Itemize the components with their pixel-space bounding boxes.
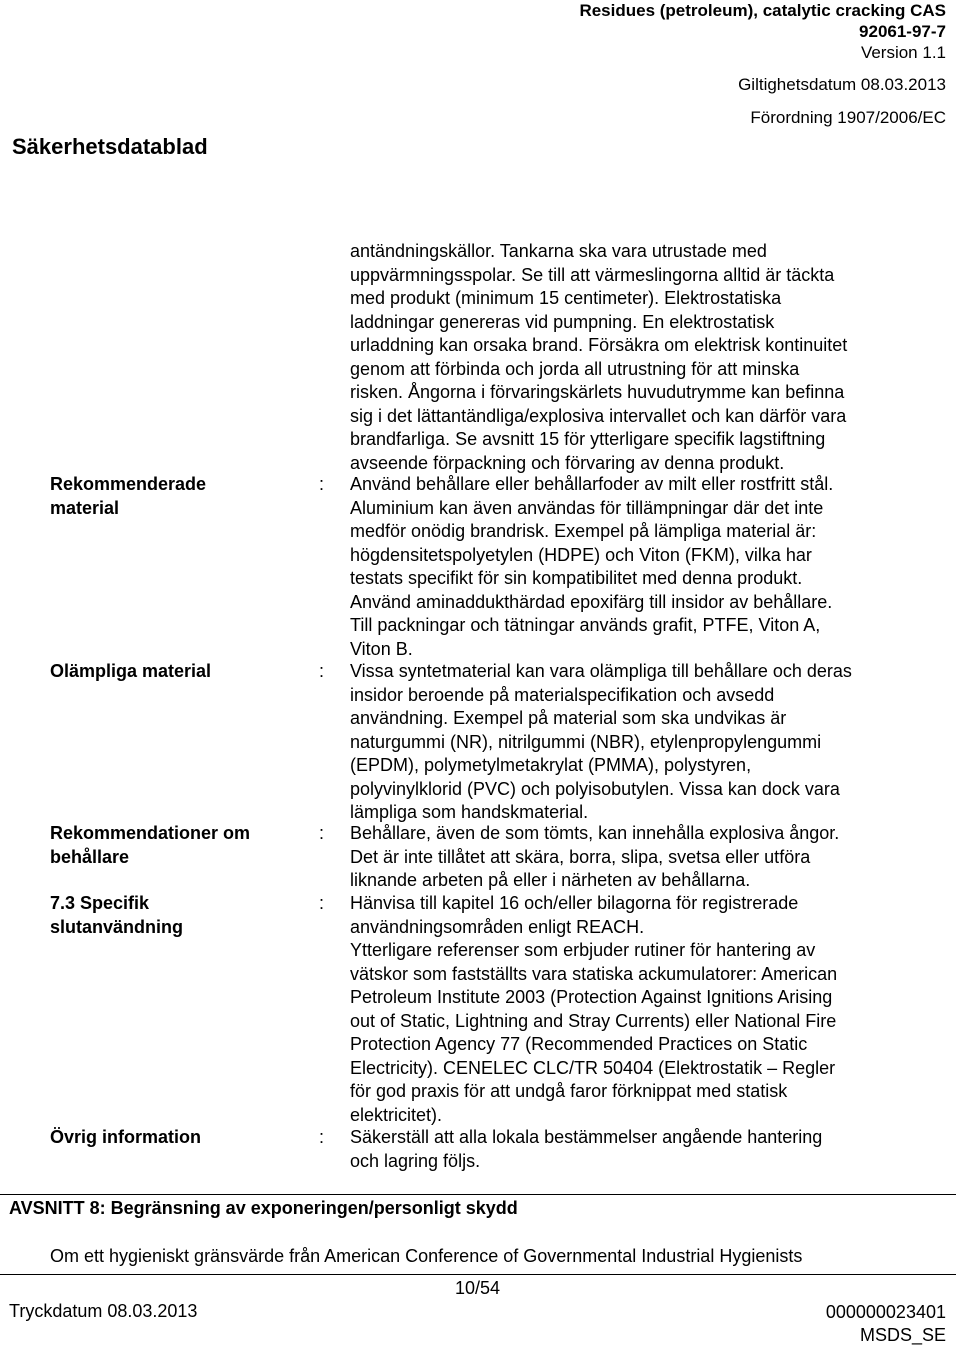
label-unsuitable-material bbox=[50, 660, 300, 684]
text-line: Använd behållare eller behållarfoder av milt eller rostfritt stål. bbox=[350, 474, 834, 494]
text-line: insidor beroende på materialspecifikation och avsedd bbox=[350, 684, 775, 705]
document-title: Säkerhetsdatablad bbox=[12, 134, 208, 159]
text-line: Använd aminaddukthärdad epoxifärg till insidor av behållare. bbox=[350, 591, 833, 612]
specific-end-use-text bbox=[350, 892, 925, 1127]
footer-divider bbox=[0, 1274, 956, 1275]
text-line: lämpliga som handskmaterial. bbox=[350, 802, 589, 822]
version: Version 1.1 bbox=[860, 43, 946, 62]
text-line: polyvinylklorid (PVC) och polyisobutylen. Vissa kan dock vara bbox=[350, 778, 840, 799]
label-line: slutanvändning bbox=[50, 916, 184, 937]
text-line: medför onödig brandrisk. Exempel på lämpliga material är: bbox=[350, 521, 817, 541]
label-other-information bbox=[50, 1126, 300, 1150]
text-line: elektricitet). bbox=[350, 1104, 443, 1125]
text-line: Petroleum Institute 2003 (Protection Against Ignitions Arising bbox=[350, 987, 833, 1007]
regulation: Förordning 1907/2006/EC bbox=[750, 108, 946, 127]
text-line: genom att förbinda och jorda all utrustning för att minska bbox=[350, 358, 800, 379]
text-line: vätskor som fastställts vara statiska ackumulatorer: American bbox=[350, 963, 838, 984]
text-line: Säkerställ att alla lokala bestämmelser angående hantering bbox=[350, 1127, 823, 1147]
label-line: material bbox=[50, 497, 120, 518]
print-date: Tryckdatum 08.03.2013 bbox=[9, 1301, 198, 1321]
text-line: brandfarliga. Se avsnitt 15 för ytterligare specifik lagstiftning bbox=[350, 429, 826, 449]
text-line: naturgummi (NR), nitrilgummi (NBR), etylenpropylengummi bbox=[350, 731, 822, 752]
text-line: Ytterligare referenser som erbjuder rutiner för hantering av bbox=[350, 940, 816, 960]
text-line: Det är inte tillåtet att skära, borra, slipa, svetsa eller utföra bbox=[350, 846, 811, 867]
text-line: högdensitetspolyetylen (HDPE) och Viton (FKM), vilka har bbox=[350, 544, 812, 565]
text-line: urladdning kan orsaka brand. Försäkra om elektrisk kontinuitet bbox=[350, 335, 848, 355]
unsuitable-material-text bbox=[350, 660, 925, 825]
text-line: risken. Ångorna i förvaringskärlets huvudutrymme kan befinna bbox=[350, 382, 845, 402]
text-line: användningsområden enligt REACH. bbox=[350, 916, 645, 937]
separator: : bbox=[319, 823, 325, 843]
text-line: testats specifikt för sin kompatibilitet med denna produkt. bbox=[350, 568, 803, 588]
text-line: out of Static, Lightning and Stray Currents) eller National Fire bbox=[350, 1010, 837, 1031]
document-id bbox=[826, 1301, 946, 1347]
text-line: Protection Agency 77 (Recommended Practices on Static bbox=[350, 1034, 808, 1054]
label-line: Övrig information bbox=[50, 1127, 202, 1147]
text-line: Till packningar och tätningar används grafit, PTFE, Viton A, bbox=[350, 615, 821, 635]
label-line: Olämpliga material bbox=[50, 661, 212, 681]
text-line: Viton B. bbox=[350, 638, 413, 659]
section-8-intro: Om ett hygieniskt gränsvärde från American Conference of Governmental Industrial Hygienists bbox=[50, 1246, 803, 1266]
text-line: Hänvisa till kapitel 16 och/eller bilagorna för registrerade bbox=[350, 893, 799, 913]
document-number: 000000023401 bbox=[825, 1302, 946, 1322]
text-line: sig i det lättantändliga/explosiva intervallet och kan därför vara bbox=[350, 405, 847, 426]
label-specific-end-use bbox=[50, 892, 300, 939]
text-line: med produkt (minimum 15 centimeter). Elektrostatiska bbox=[350, 288, 782, 308]
recommended-material-text bbox=[350, 473, 925, 661]
text-line: Vissa syntetmaterial kan vara olämpliga till behållare och deras bbox=[350, 661, 852, 681]
section-divider bbox=[0, 1194, 956, 1195]
text-line: avseende förpackning och förvaring av denna produkt. bbox=[350, 452, 785, 473]
page-number: 10/54 bbox=[455, 1278, 501, 1298]
label-recommended-material bbox=[50, 473, 300, 520]
label-line: behållare bbox=[50, 846, 130, 867]
section-8-title: AVSNITT 8: Begränsning av exponeringen/personligt skydd bbox=[9, 1198, 518, 1218]
label-line: 7.3 Specifik bbox=[50, 893, 150, 913]
text-line: liknande arbeten på eller i närheten av behållarna. bbox=[350, 870, 751, 890]
text-line: antändningskällor. Tankarna ska vara utrustade med bbox=[350, 241, 767, 261]
validity-date: Giltighetsdatum 08.03.2013 bbox=[738, 75, 946, 94]
other-information-text bbox=[350, 1126, 925, 1173]
label-line: Rekommenderade bbox=[50, 474, 207, 494]
label-line: Rekommendationer om bbox=[50, 823, 251, 843]
text-line: Aluminium kan även användas för tillämpningar där det inte bbox=[350, 497, 824, 518]
text-line: Electricity). CENELEC CLC/TR 50404 (Elektrostatik – Regler bbox=[350, 1057, 836, 1078]
separator: : bbox=[319, 661, 325, 681]
text-line: och lagring följs. bbox=[350, 1150, 481, 1171]
continuation-text bbox=[350, 240, 925, 475]
text-line: Behållare, även de som tömts, kan innehålla explosiva ångor. bbox=[350, 823, 840, 843]
text-line: uppvärmningsspolar. Se till att värmeslingorna alltid är täckta bbox=[350, 264, 835, 285]
separator: : bbox=[319, 1127, 325, 1147]
separator: : bbox=[319, 474, 325, 494]
label-container-recommendations bbox=[50, 822, 300, 869]
text-line: laddningar genereras vid pumpning. En elektrostatisk bbox=[350, 311, 775, 332]
cas-number: 92061-97-7 bbox=[859, 22, 946, 41]
product-name: Residues (petroleum), catalytic cracking CAS bbox=[579, 1, 946, 20]
separator: : bbox=[319, 893, 325, 913]
text-line: användning. Exempel på material som ska undvikas är bbox=[350, 708, 787, 728]
document-type: MSDS_SE bbox=[859, 1325, 946, 1345]
container-recommendations-text bbox=[350, 822, 925, 893]
text-line: (EPDM), polymetylmetakrylat (PMMA), polystyren, bbox=[350, 755, 752, 775]
text-line: för god praxis för att undgå faror förknippat med statisk bbox=[350, 1081, 788, 1101]
